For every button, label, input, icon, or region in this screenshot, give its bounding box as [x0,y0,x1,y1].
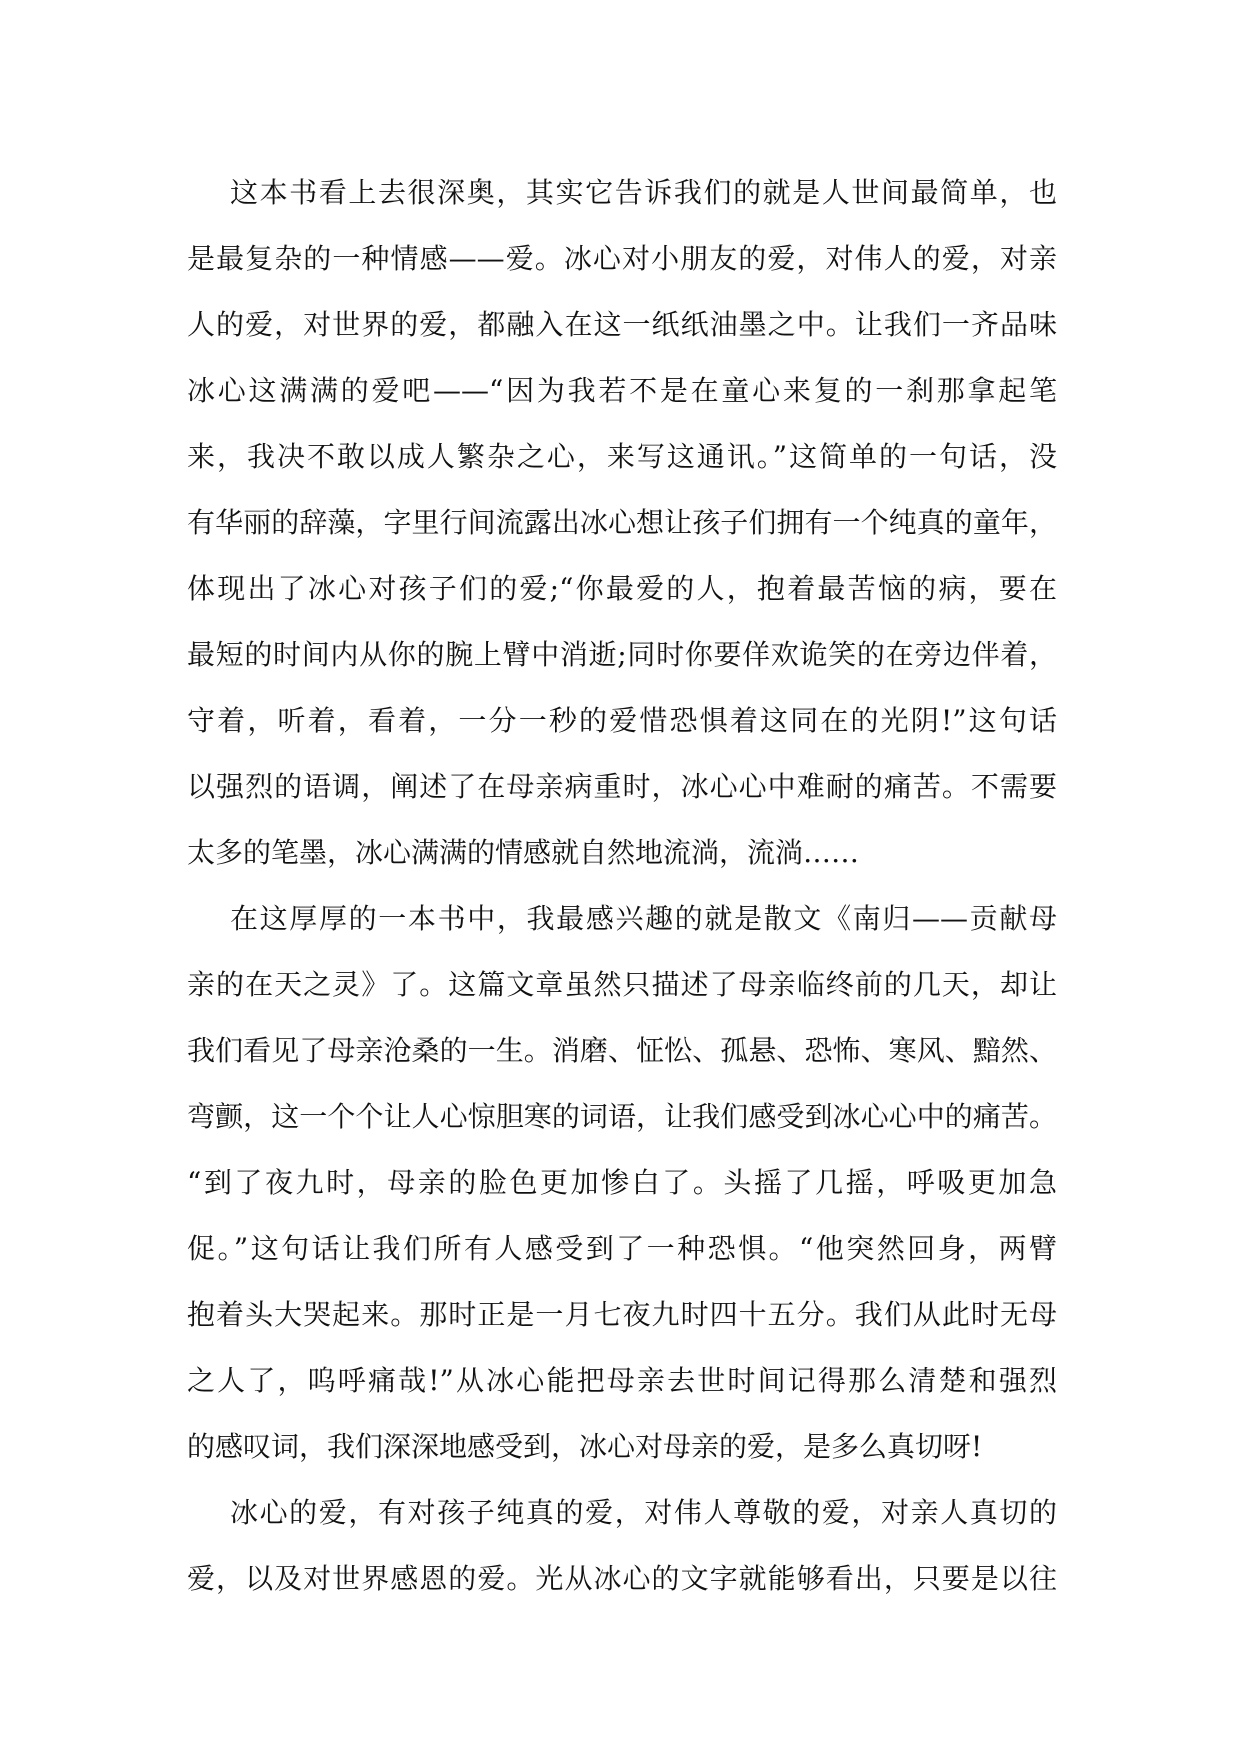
text-line: 是最复杂的一种情感——爱。冰心对小朋友的爱，对伟人的爱，对亲 [187,242,1057,275]
text-line: 这本书看上去很深奥，其实它告诉我们的就是人世间最简单，也 [230,176,1057,209]
text-line: 冰心这满满的爱吧——“因为我若不是在童心来复的一刹那拿起笔 [187,374,1057,407]
text-line: 亲的在天之灵》了。这篇文章虽然只描述了母亲临终前的几天，却让 [187,968,1057,1001]
text-line: 在这厚厚的一本书中，我最感兴趣的就是散文《南归——贡献母 [230,902,1057,935]
paragraph [187,886,1057,1480]
text-line: 太多的笔墨，冰心满满的情感就自然地流淌，流淌…… [187,836,860,869]
text-line: 我们看见了母亲沧桑的一生。消磨、怔忪、孤悬、恐怖、寒风、黯然、 [187,1034,1057,1067]
text-line: 体现出了冰心对孩子们的爱;“你最爱的人，抱着最苦恼的病，要在 [187,572,1057,605]
text-line: 冰心的爱，有对孩子纯真的爱，对伟人尊敬的爱，对亲人真切的 [230,1496,1057,1529]
text-line: “到了夜九时，母亲的脸色更加惨白了。头摇了几摇，呼吸更加急 [187,1166,1057,1199]
text-line: 最短的时间内从你的腕上臂中消逝;同时你要佯欢诡笑的在旁边伴着， [187,638,1057,671]
paragraph [187,160,1057,886]
text-line: 守着，听着，看着，一分一秒的爱惜恐惧着这同在的光阴!”这句话 [187,704,1057,737]
paragraph [187,1480,1057,1612]
text-line: 抱着头大哭起来。那时正是一月七夜九时四十五分。我们从此时无母 [187,1298,1057,1331]
text-line: 弯颤，这一个个让人心惊胆寒的词语，让我们感受到冰心心中的痛苦。 [187,1100,1057,1133]
text-line: 促。”这句话让我们所有人感受到了一种恐惧。“他突然回身，两臂 [187,1232,1057,1265]
text-line: 来，我决不敢以成人繁杂之心，来写这通讯。”这简单的一句话，没 [187,440,1057,473]
text-line: 人的爱，对世界的爱，都融入在这一纸纸油墨之中。让我们一齐品味 [187,308,1057,341]
document-body [187,160,1057,1612]
text-line: 之人了，呜呼痛哉!”从冰心能把母亲去世时间记得那么清楚和强烈 [187,1364,1057,1397]
text-line: 爱，以及对世界感恩的爱。光从冰心的文字就能够看出，只要是以往 [187,1562,1057,1595]
text-line: 有华丽的辞藻，字里行间流露出冰心想让孩子们拥有一个纯真的童年， [187,506,1057,539]
text-line: 以强烈的语调，阐述了在母亲病重时，冰心心中难耐的痛苦。不需要 [187,770,1057,803]
text-line: 的感叹词，我们深深地感受到，冰心对母亲的爱，是多么真切呀! [187,1430,983,1463]
